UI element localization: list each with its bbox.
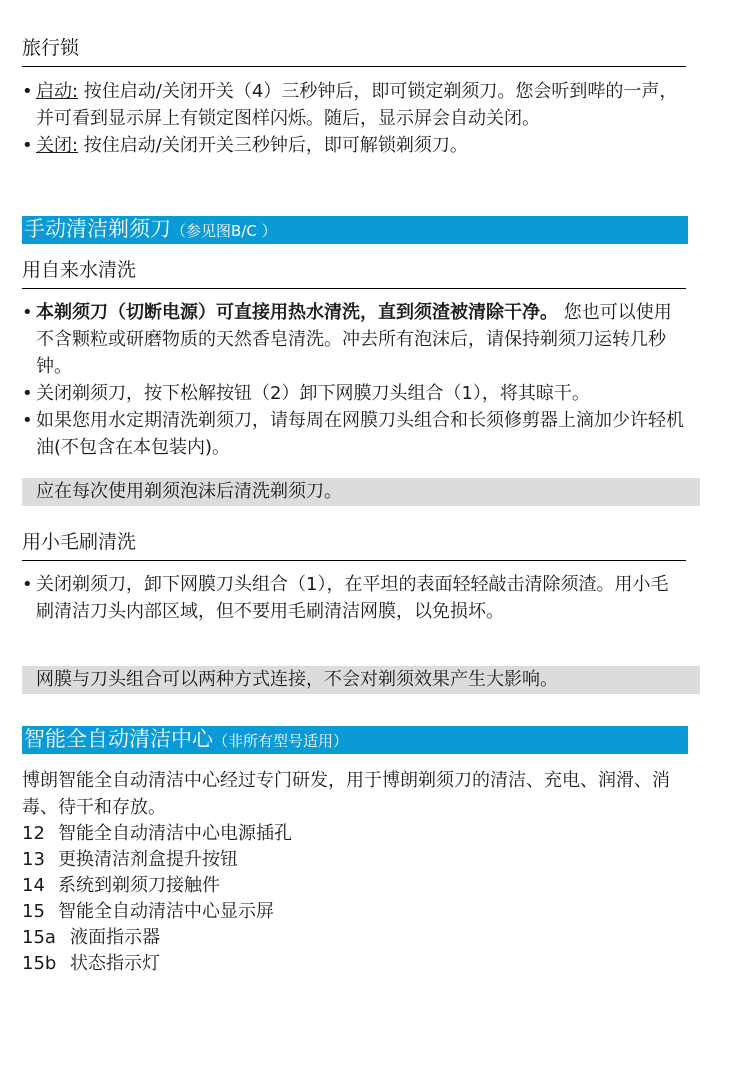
tap-clean-heading: 用自来水清洗 bbox=[22, 258, 686, 289]
tap-item1-bold: 本剃须刀（切断电源）可直接用热水清洗，直到须渣被清除干净。 bbox=[36, 302, 558, 323]
brush-clean-section bbox=[22, 530, 686, 625]
tap-item3: 如果您用水定期清洗剃须刀，请每周在网膜刀头组合和长须修剪器上滴加少许轻机油(不包含在本包装内)。 bbox=[36, 410, 684, 458]
part-text: 液面指示器 bbox=[70, 927, 160, 948]
tap-clean-list bbox=[22, 299, 686, 461]
part-number: 15 bbox=[22, 901, 45, 922]
list-item bbox=[22, 925, 686, 951]
clean-center-note: （非所有型号适用） bbox=[213, 732, 349, 750]
brush-clean-list bbox=[22, 571, 686, 625]
travel-lock-list bbox=[22, 78, 686, 159]
part-number: 12 bbox=[22, 823, 45, 844]
start-text: 按住启动/关闭开关（4）三秒钟后，即可锁定剃须刀。您会听到哔的一声，并可看到显示屏上有锁定图样闪烁。随后，显示屏会自动关闭。 bbox=[36, 81, 678, 129]
travel-lock-section bbox=[22, 36, 686, 159]
clean-center-intro: 博朗智能全自动清洁中心经过专门研发，用于博朗剃须刀的清洁、充电、润滑、消毒、待干和存放。 bbox=[22, 770, 670, 818]
stop-text: 按住启动/关闭开关三秒钟后，即可解锁剃须刀。 bbox=[78, 135, 468, 156]
part-text: 智能全自动清洁中心显示屏 bbox=[58, 901, 274, 922]
list-item bbox=[22, 299, 686, 380]
list-item bbox=[22, 847, 686, 873]
list-item bbox=[22, 873, 686, 899]
list-item bbox=[22, 951, 686, 977]
brush-item1: 关闭剃须刀，卸下网膜刀头组合（1），在平坦的表面轻轻敲击清除须渣。用小毛刷清洁刀头内部区域，但不要用毛刷清洁网膜，以免损坏。 bbox=[36, 574, 669, 622]
brush-clean-heading: 用小毛刷清洗 bbox=[22, 530, 686, 561]
tap-clean-section bbox=[22, 258, 686, 461]
list-item bbox=[22, 78, 686, 132]
part-text: 系统到剃须刀接触件 bbox=[58, 875, 220, 896]
part-text: 更换清洁剂盒提升按钮 bbox=[58, 849, 238, 870]
list-item bbox=[22, 899, 686, 925]
stop-label: 关闭: bbox=[36, 135, 79, 156]
brush-note: 网膜与刀头组合可以两种方式连接，不会对剃须效果产生大影响。 bbox=[22, 666, 700, 694]
list-item bbox=[22, 380, 686, 407]
part-number: 15a bbox=[22, 927, 56, 948]
tap-item2: 关闭剃须刀，按下松解按钮（2）卸下网膜刀头组合（1），将其晾干。 bbox=[36, 383, 590, 404]
parts-list bbox=[22, 821, 686, 977]
list-item bbox=[22, 571, 686, 625]
tap-note: 应在每次使用剃须泡沫后清洗剃须刀。 bbox=[22, 478, 700, 506]
manual-clean-title: 手动清洁剃须刀 bbox=[24, 217, 171, 241]
clean-center-body bbox=[22, 767, 686, 977]
clean-center-title: 智能全自动清洁中心 bbox=[24, 727, 213, 751]
manual-clean-heading bbox=[22, 216, 688, 244]
manual-clean-note: （参见图B/C ） bbox=[171, 222, 277, 240]
start-label: 启动: bbox=[36, 81, 79, 102]
part-number: 13 bbox=[22, 849, 45, 870]
part-text: 智能全自动清洁中心电源插孔 bbox=[58, 823, 292, 844]
list-item bbox=[22, 821, 686, 847]
part-number: 15b bbox=[22, 953, 57, 974]
list-item bbox=[22, 132, 686, 159]
part-number: 14 bbox=[22, 875, 45, 896]
tap-item1-text: 您也可以使用不含颗粒或研磨物质的天然香皂清洗。冲去所有泡沫后，请保持剃须刀运转几秒钟。 bbox=[36, 302, 672, 377]
part-text: 状态指示灯 bbox=[70, 953, 160, 974]
list-item bbox=[22, 407, 686, 461]
clean-center-heading bbox=[22, 726, 688, 754]
travel-lock-heading: 旅行锁 bbox=[22, 36, 686, 67]
